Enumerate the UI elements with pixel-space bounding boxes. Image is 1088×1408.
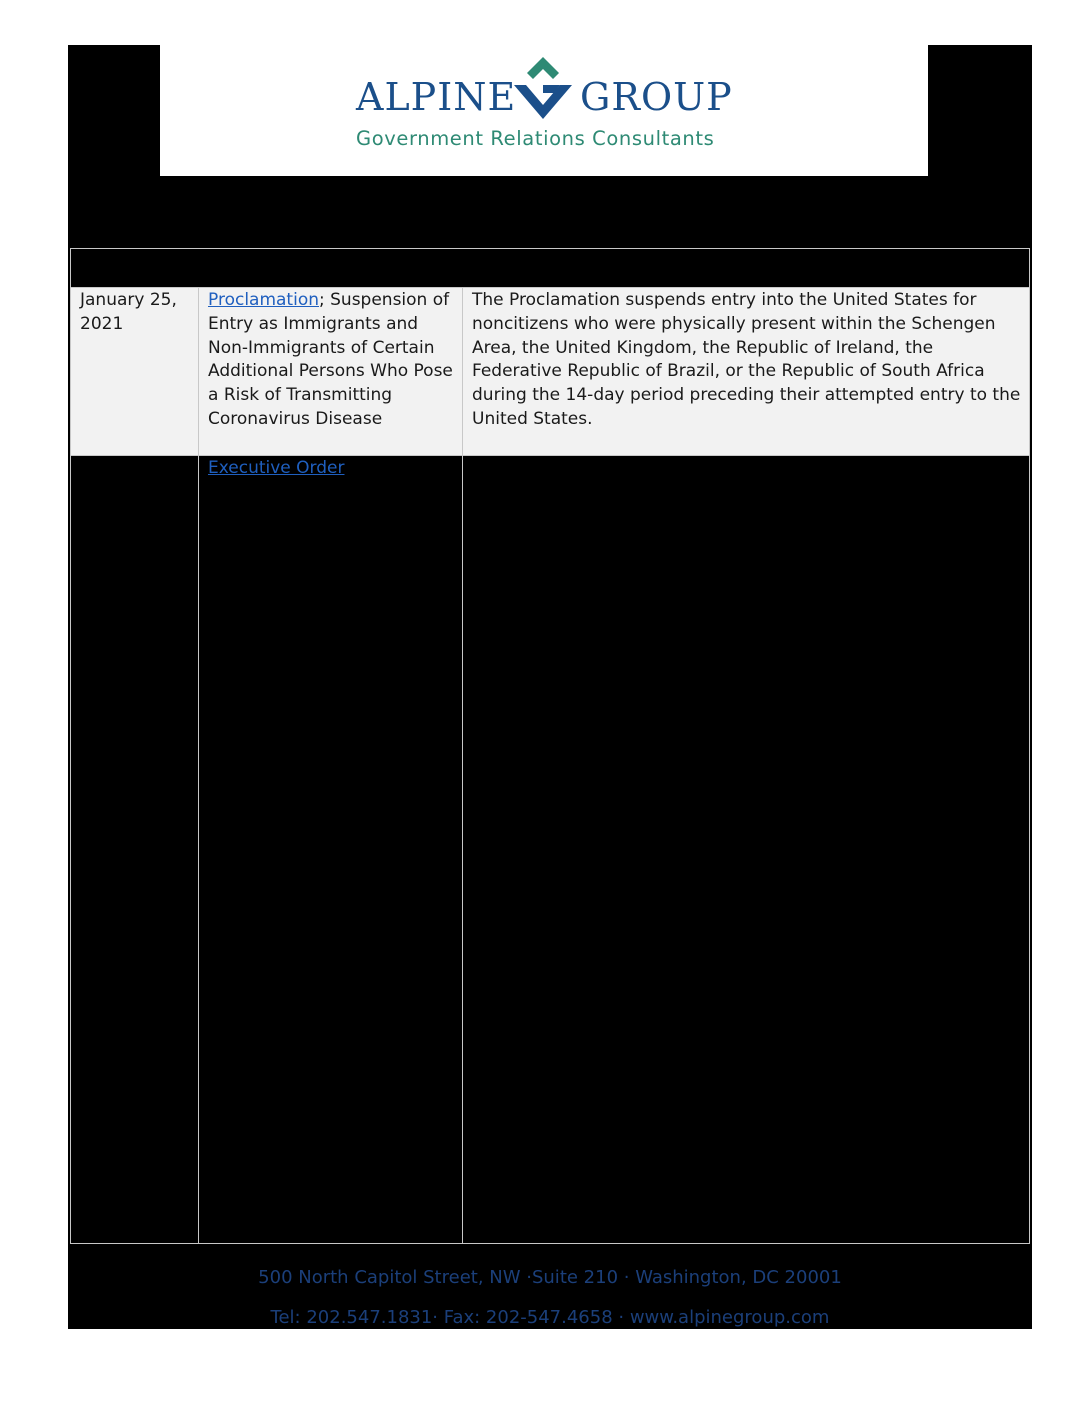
proclamation-link[interactable]: Proclamation <box>208 290 319 310</box>
document-page <box>68 45 1032 1329</box>
column-divider <box>462 288 463 455</box>
footer-contact: Tel: 202.547.1831· Fax: 202-547.4658 · www.alpinegroup.com <box>270 1307 830 1328</box>
row-title <box>208 288 458 432</box>
logo-word-alpine: ALPINE <box>356 75 517 119</box>
logo-word-group: GROUP <box>580 75 733 119</box>
footer-address: 500 North Capitol Street, NW ·Suite 210 · Washington, DC 20001 <box>258 1267 842 1288</box>
letterhead-logo <box>160 45 928 176</box>
executive-actions-table <box>70 248 1030 1244</box>
row-description: The Proclamation suspends entry into the United States for noncitizens who were physically present within the Schengen Area, the United Kingdom, the Republic of Ireland, the Federative Republic of Brazil, or the Republic of South Africa during the 14-day period preceding their attempted entry to the United States. <box>472 290 1021 429</box>
table-row <box>71 288 1029 456</box>
column-divider <box>462 456 463 1243</box>
table-row <box>71 456 1029 1243</box>
table-header-row <box>71 249 1029 288</box>
logo-tagline: Government Relations Consultants <box>356 127 715 150</box>
alpine-group-logo-mark-icon <box>510 55 576 121</box>
column-divider <box>198 288 199 455</box>
executive-order-link[interactable]: Executive Order <box>208 458 345 478</box>
row-title-text: ; Suspension of Entry as Immigrants and Non-Immigrants of Certain Additional Persons Who Pose a Risk of Transmitting Coronavirus Disease <box>208 290 453 429</box>
row-date: January 25, 2021 <box>80 290 177 334</box>
column-divider <box>198 456 199 1243</box>
row-title <box>208 456 458 481</box>
